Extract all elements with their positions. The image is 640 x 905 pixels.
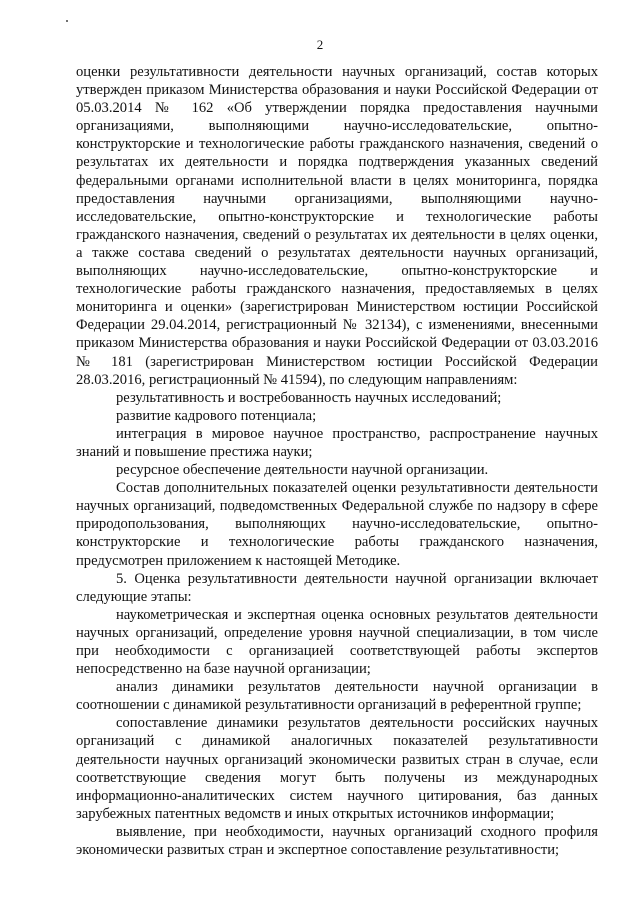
paragraph: развитие кадрового потенциала; bbox=[116, 407, 317, 424]
page-number: 2 bbox=[316, 37, 324, 52]
paragraph: результативность и востребованность научных исследований; bbox=[116, 389, 502, 406]
paragraph: Состав дополнительных показателей оценки результативности деятельности научных организаций, подведомственных Федеральной службе по надзору в сфере природопользования, выполняющих научно-исследовательские, опытно-конструкторские и технологические работы гражданского назначения, предусмотрен приложением к настоящей Методике. bbox=[76, 480, 598, 569]
scan-speck bbox=[66, 20, 68, 22]
paragraph: анализ динамики результатов деятельности научной организации в соотношении с динамикой результативности организаций в референтной группе; bbox=[76, 679, 598, 714]
paragraph: ресурсное обеспечение деятельности научной организации. bbox=[116, 462, 489, 479]
paragraph: выявление, при необходимости, научных организаций сходного профиля экономически развитых стран и экспертное сопоставление результативности; bbox=[76, 823, 598, 859]
paragraph: сопоставление динамики результатов деятельности российских научных организаций с динамикой аналогичных показателей результативности деятельности научных организаций экономически развитых стран в случае, если соответствующие сведения могут быть получены из международных информационно-аналитических систем научного цитирования, баз данных зарубежных патентных ведомств и иных открытых источников информации; bbox=[76, 715, 598, 822]
paragraph: 5. Оценка результативности деятельности научной организации включает следующие этапы: bbox=[76, 570, 598, 605]
document-body bbox=[76, 63, 598, 859]
paragraph: интеграция в мировое научное пространство, распространение научных знаний и повышение престижа науки; bbox=[76, 425, 598, 460]
paragraph: наукометрическая и экспертная оценка основных результатов деятельности научных организаций, определение уровня научной специализации, в том числе при необходимости с организацией соответствующей работы экспертов непосредственно на базе научной организации; bbox=[76, 606, 598, 678]
paragraph: оценки результативности деятельности научных организаций, состав которых утвержден приказом Министерства образования и науки Российской Федерации от 05.03.2014 № 162 «Об утверждении порядка предоставления научными организациями, выполняющими научно-исследовательские, опытно-конструкторские и технологические работы гражданского назначения, сведений о результатах их деятельности и порядка подтверждения указанных сведений федеральными органами исполнительной власти в целях мониторинга, порядка предоставления научными организациями, выполняющими научно-исследовательские, опытно-конструкторские и технологические работы гражданского назначения, сведений о результатах их деятельности в целях оценки, а также состава сведений о результатах деятельности научных организаций, выполняющих научно-исследовательские, опытно-конструкторские и технологические работы гражданского назначения, предоставляемых в целях мониторинга и оценки» (зарегистрирован Министерством юстиции Российской Федерации 29.04.2014, регистрационный № 32134), с изменениями, внесенными приказом Министерства образования и науки Российской Федерации от 03.03.2016 № 181 (зарегистрирован Министерством юстиции Российской Федерации 28.03.2016, регистрационный № 41594), по следующим направлениям: bbox=[76, 64, 598, 388]
